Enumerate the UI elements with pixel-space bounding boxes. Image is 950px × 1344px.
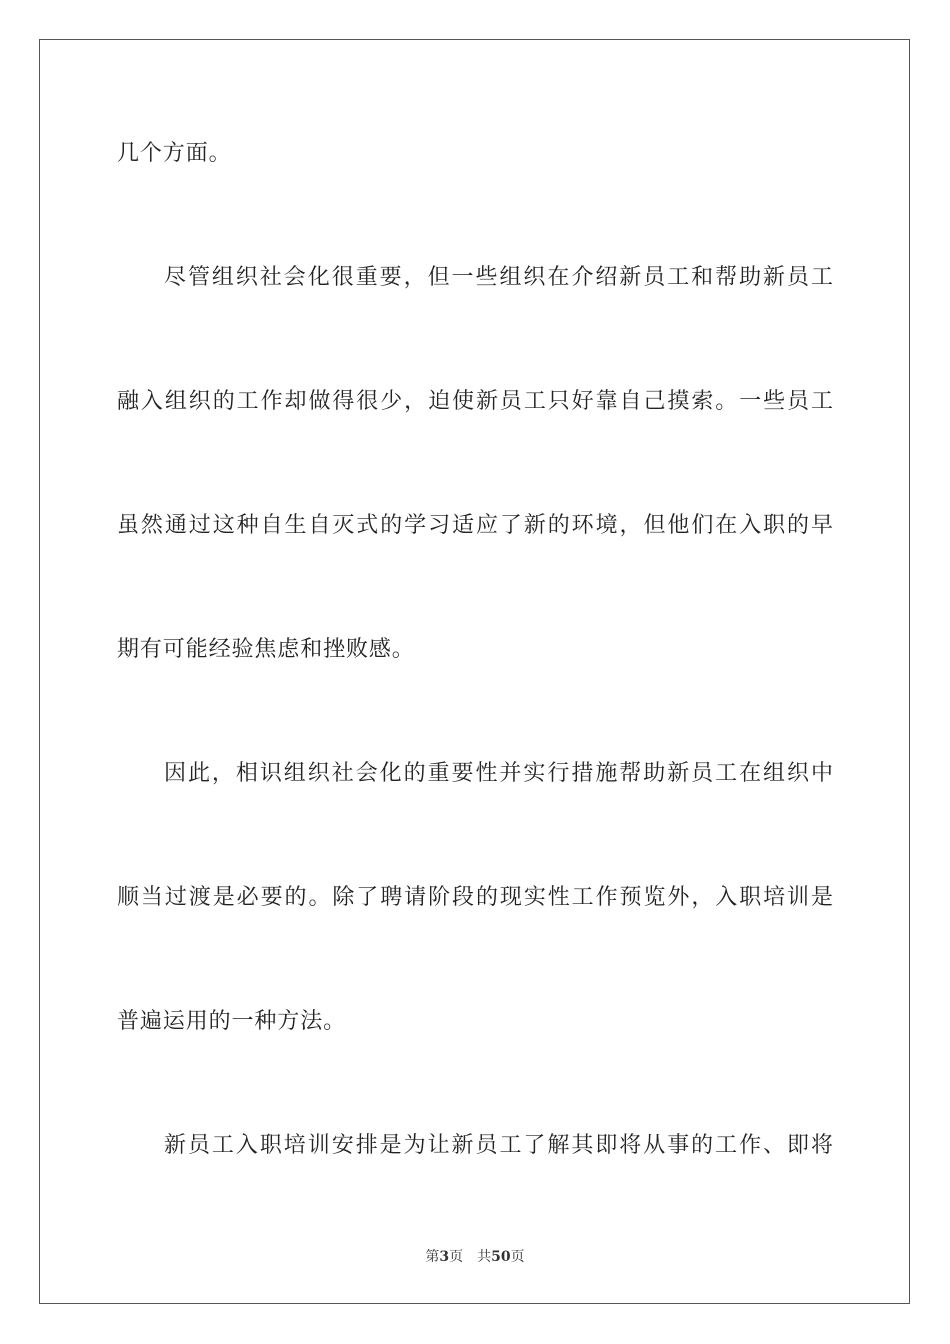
- paragraph-line-4: 虽然通过这种自生自灭式的学习适应了新的环境，但他们在入职的早: [117, 513, 833, 538]
- footer-total-prefix: 共: [477, 1249, 492, 1265]
- footer-page-number: 3: [439, 1249, 450, 1265]
- paragraph-line-5: 期有可能经验焦虑和挫败感。: [117, 637, 415, 662]
- footer-page-prefix: 第: [425, 1249, 440, 1265]
- paragraph-line-7: 顺当过渡是必要的。除了聘请阶段的现实性工作预览外，入职培训是: [117, 885, 833, 910]
- paragraph-line-6: 因此，相识组织社会化的重要性并实行措施帮助新员工在组织中: [164, 761, 833, 786]
- page-border: [39, 39, 910, 1304]
- footer-page-suffix: 页: [449, 1249, 464, 1265]
- paragraph-line-9: 新员工入职培训安排是为让新员工了解其即将从事的工作、即将: [164, 1133, 833, 1158]
- footer-total-suffix: 页: [510, 1249, 525, 1265]
- paragraph-line-2: 尽管组织社会化很重要，但一些组织在介绍新员工和帮助新员工: [164, 265, 833, 290]
- paragraph-line-1: 几个方面。: [117, 141, 232, 166]
- paragraph-line-8: 普遍运用的一种方法。: [117, 1009, 347, 1034]
- footer-total-pages: 50: [491, 1249, 511, 1265]
- page-footer: [0, 1247, 950, 1267]
- paragraph-line-3: 融入组织的工作却做得很少，迫使新员工只好靠自己摸索。一些员工: [117, 389, 833, 414]
